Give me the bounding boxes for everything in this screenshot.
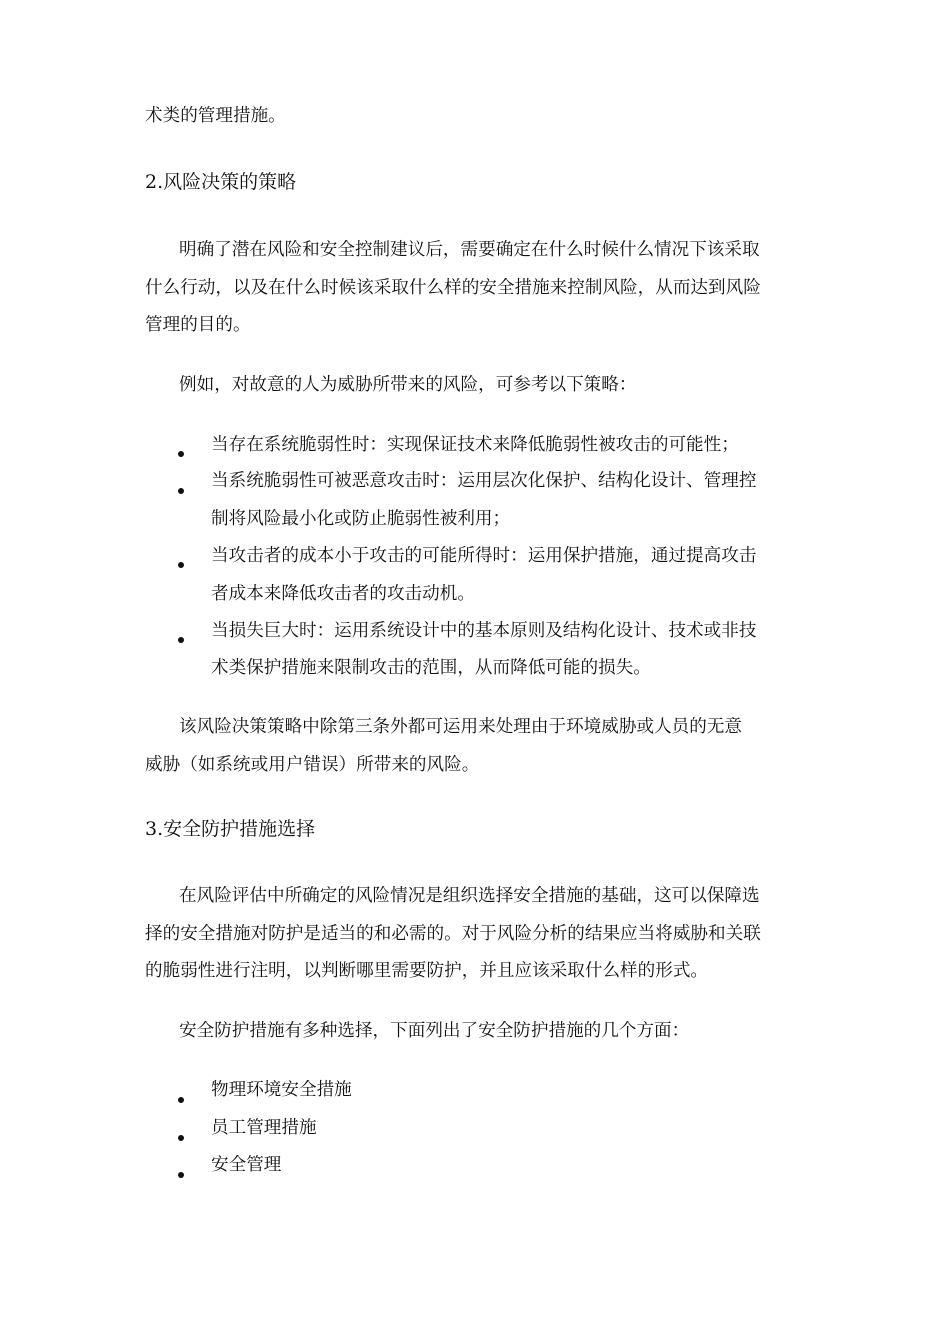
- bullet-dot-icon: [178, 637, 184, 643]
- list-item-text: 术类保护措施来限制攻击的范围，从而降低可能的损失。: [211, 658, 651, 678]
- paragraph-line: 管理的目的。: [145, 315, 251, 335]
- paragraph-line: 的脆弱性进行注明，以判断哪里需要防护，并且应该采取什么样的形式。: [145, 961, 709, 981]
- bullet-dot-icon: [178, 562, 184, 568]
- paragraph-line: 择的安全措施对防护是适当的和必需的。对于风险分析的结果应当将威胁和关联: [145, 924, 761, 944]
- bullet-dot-icon: [178, 488, 184, 494]
- list-item-text: 当系统脆弱性可被恶意攻击时：运用层次化保护、结构化设计、管理控: [211, 471, 757, 491]
- list-item-text: 当攻击者的成本小于攻击的可能所得时：运用保护措施，通过提高攻击: [211, 546, 757, 566]
- list-item-text: 物理环境安全措施: [211, 1080, 352, 1100]
- list-item-text: 当存在系统脆弱性时：实现保证技术来降低脆弱性被攻击的可能性；: [211, 435, 739, 455]
- continuation-text: 术类的管理措施。: [145, 106, 286, 126]
- paragraph-line: 什么行动，以及在什么时候该采取什么样的安全措施来控制风险，从而达到风险: [145, 278, 761, 298]
- paragraph-line: 该风险决策策略中除第三条外都可运用来处理由于环境威胁或人员的无意: [179, 717, 743, 737]
- list-item-text: 员工管理措施: [211, 1118, 317, 1138]
- paragraph-line: 威胁（如系统或用户错误）所带来的风险。: [145, 755, 480, 775]
- list-item-text: 安全管理: [211, 1155, 282, 1175]
- section-3-heading: 3.安全防护措施选择: [145, 818, 316, 840]
- paragraph-line: 在风险评估中所确定的风险情况是组织选择安全措施的基础，这可以保障选: [179, 886, 760, 906]
- section-2-paragraph-2: 例如，对故意的人为威胁所带来的风险，可参考以下策略：: [179, 375, 637, 395]
- list-item-text: 当损失巨大时：运用系统设计中的基本原则及结构化设计、技术或非技: [211, 621, 757, 641]
- paragraph-line: 明确了潜在风险和安全控制建议后，需要确定在什么时候什么情况下该采取: [179, 240, 760, 260]
- bullet-dot-icon: [178, 1097, 184, 1103]
- bullet-dot-icon: [178, 1172, 184, 1178]
- list-item-text: 制将风险最小化或防止脆弱性被利用；: [211, 509, 511, 529]
- section-2-heading: 2.风险决策的策略: [145, 171, 297, 193]
- bullet-dot-icon: [178, 451, 184, 457]
- list-item-text: 者成本来降低攻击者的攻击动机。: [211, 584, 475, 604]
- bullet-dot-icon: [178, 1135, 184, 1141]
- section-3-paragraph-2: 安全防护措施有多种选择，下面列出了安全防护措施的几个方面：: [179, 1021, 690, 1041]
